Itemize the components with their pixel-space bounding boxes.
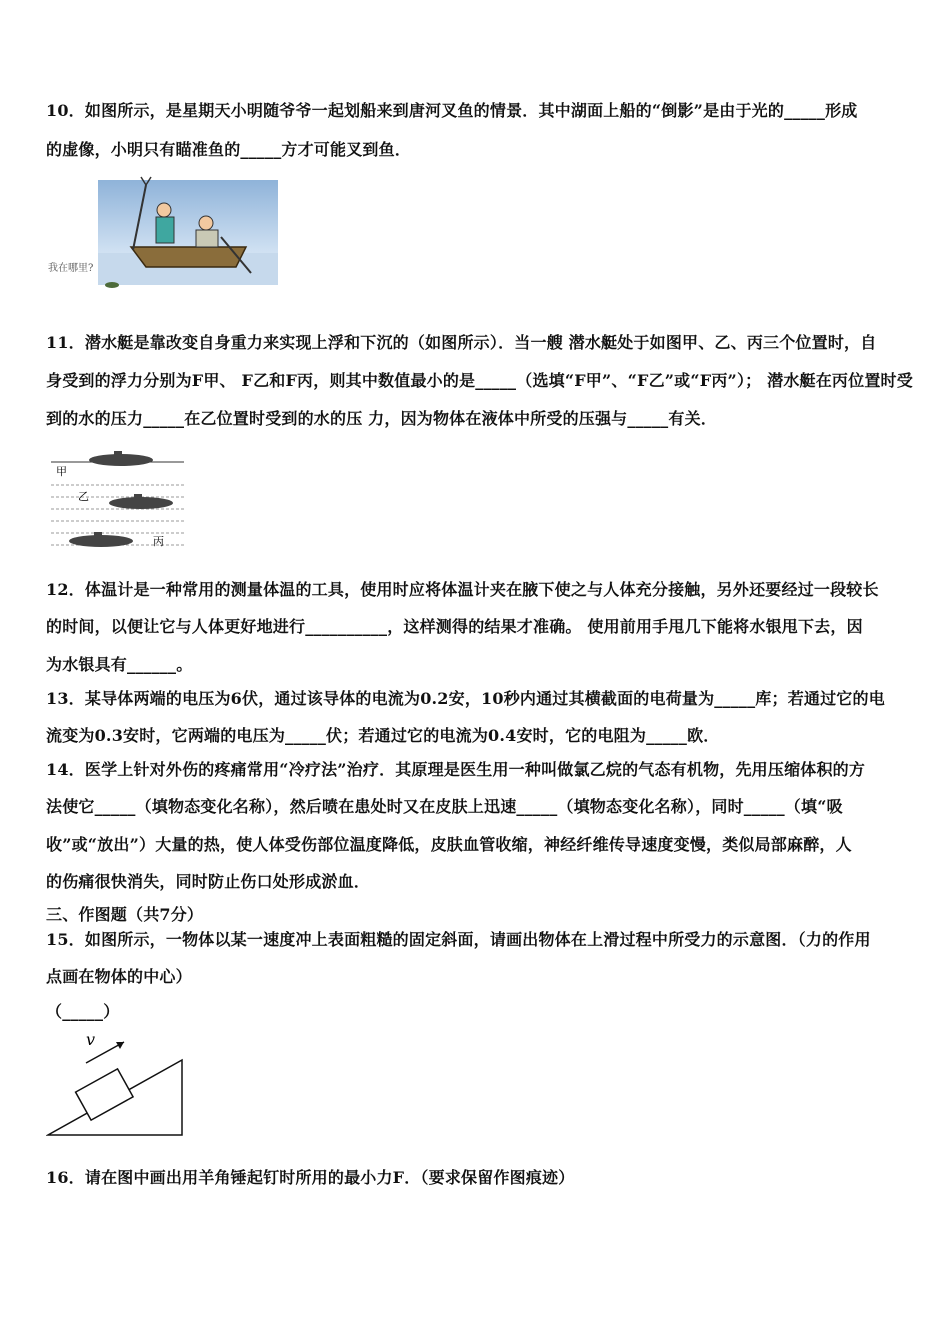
q16-line1: 16．请在图中画出用羊角锤起钉时所用的最小力F．（要求保留作图痕迹） xyxy=(46,1168,575,1187)
q11-line3: 到的水的压力_____在乙位置时受到的水的压 力，因为物体在液体中所受的压强与_____有关． xyxy=(46,409,717,428)
q14-line2: 法使它_____（填物态变化名称），然后喷在患处时又在皮肤上迅速_____（填物态变化名称），同时_____（填“吸 xyxy=(46,797,843,816)
boat-fishing-illustration xyxy=(46,175,286,295)
q15-line2: 点画在物体的中心） xyxy=(46,967,192,986)
label-jia: 甲 xyxy=(56,465,67,478)
boat-fishing-image xyxy=(46,175,286,295)
q12-line3: 为水银具有______。 xyxy=(46,655,193,674)
q10-line1: 10．如图所示，是星期天小明随爷爷一起划船来到唐河叉鱼的情景．其中湖面上船的“倒影”是由于光的_____形成 xyxy=(46,101,858,120)
q12-line1: 12．体温计是一种常用的测量体温的工具，使用时应将体温计夹在腋下使之与人体充分接触，另外还要经过一段较长 xyxy=(46,580,879,599)
block xyxy=(76,1069,133,1120)
q12-line2: 的时间，以便让它与人体更好地进行__________，这样测得的结果才准确。 使用前用手甩几下能将水银甩下去，因 xyxy=(46,617,863,636)
submarine-diagram xyxy=(46,445,186,553)
q10-line2: 的虚像，小明只有瞄准鱼的_____方才可能叉到鱼． xyxy=(46,140,412,159)
section3-title: 三、作图题（共7分） xyxy=(46,905,204,924)
q13-line1: 13．某导体两端的电压为6伏，通过该导体的电流为0.2安，10秒内通过其横截面的电荷量为_____库；若通过它的电 xyxy=(46,689,885,708)
q15-line1: 15．如图所示，一物体以某一速度冲上表面粗糙的固定斜面，请画出物体在上滑过程中所受力的示意图．（力的作用 xyxy=(46,930,871,949)
q11-line1: 11．潜水艇是靠改变自身重力来实现上浮和下沉的（如图所示）．当一艘 潜水艇处于如图甲、乙、丙三个位置时，自 xyxy=(46,333,877,352)
q15-answer-blank: （_____） xyxy=(46,1002,120,1021)
q11-line2: 身受到的浮力分别为F甲、 F乙和F丙，则其中数值最小的是_____（选填“F甲”、“F乙”或“F丙”）； 潜水艇在丙位置时受 xyxy=(46,371,913,390)
q14-line4: 的伤痛很快消失，同时防止伤口处形成淤血． xyxy=(46,872,371,891)
label-bing: 丙 xyxy=(153,535,164,548)
q13-line2: 流变为0.3安时，它两端的电压为_____伏；若通过它的电流为0.4安时，它的电阻为_____欧． xyxy=(46,726,720,745)
q14-line1: 14．医学上针对外伤的疼痛常用“冷疗法”治疗．其原理是医生用一种叫做氯乙烷的气态有机物，先用压缩体积的方 xyxy=(46,760,866,779)
fish-caption: 我在哪里? xyxy=(48,263,94,274)
q14-line3: 收”或“放出”）大量的热，使人体受伤部位温度降低，皮肤血管收缩，神经纤维传导速度变慢，类似局部麻醉，人 xyxy=(46,835,852,854)
velocity-label: v xyxy=(86,1030,96,1049)
incline-diagram xyxy=(46,1025,186,1140)
incline-figure xyxy=(46,1025,186,1140)
submarine-figure xyxy=(46,445,186,553)
label-yi: 乙 xyxy=(78,490,89,503)
